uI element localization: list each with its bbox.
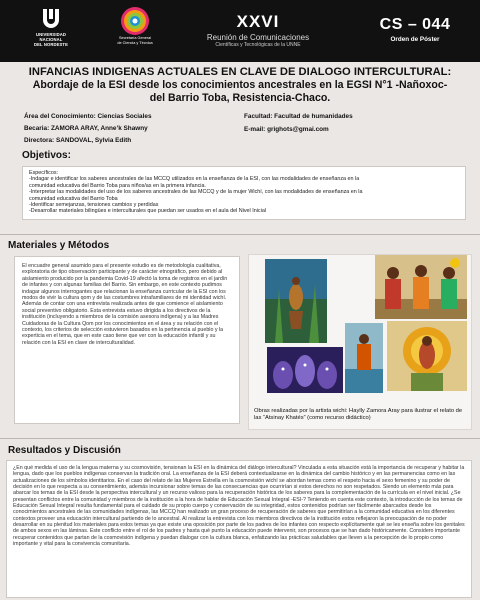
unne-emblem-icon [38, 6, 64, 32]
resultados-heading: Resultados y Discusión [8, 445, 121, 456]
objetivo-line: -Indagar e identificar los saberes ancestrales de las MCCQ utilizados en la enseñanza de la ESI, con las modalidades de enseñanza en la [29, 176, 360, 183]
section-divider [0, 438, 480, 439]
materiales-text: El encuadre general asumido para el presente estudio es de metodología cualitativa, exploratoria de tipo observación participante y de carácter etnográfico, pero debido al aislamiento producido por la pandemia Covid-19 afectó la toma de registros en el jardín de infantes y con algunas familias del Barrio. Sin embargo, en este contexto pudimos indagar algunos interrogantes que relacionan la enseñanza curricular de la ESI con los modos de vivir la cultura qom y de las costumbres intrafamiliares de mi identidad wichí. Además de contar con una entrevista realizada antes de que comience el aislamiento social preventivo obligatorio. Esta entrevista estuvo dirigida a los directivos de la institución (incluyendo a miembros de la comisión asesora indígena) y a las Madres Cuidadoras de la Cultura Qom por los conocimientos en el área y su relación con el contexto, los criterios de selección estuvieron basados en la pertinencia al pueblo y la experticia en el tema, que en este caso tiene que ver con la educación infantil y su relación con la ESI en clave de interculturalidad. [14, 256, 240, 424]
title-line2: Abordaje de la ESI desde los conocimientos ancestrales en la EGSI N°1 -Nañoxoc- [32, 79, 448, 91]
unne-name-line3: DEL NORDESTE [34, 42, 68, 47]
artwork-women-at-water [345, 323, 383, 393]
flower-logo-icon [120, 6, 150, 36]
materiales-heading: Materiales y Métodos [8, 240, 110, 251]
secretaria-line1: Secretaría General [118, 36, 152, 40]
artwork-gallery [248, 254, 472, 430]
objetivo-line: -Interpretar las modalidades del uso de los saberes ancestrales de las MCCQ y de la mujer Wichí, con las modalidades de enseñanza en la [29, 189, 363, 196]
becaria-field: Becaria: ZAMORA ARAY, Anne’k Shawny [24, 125, 148, 132]
email-field: E-mail: grighots@gmai.com [244, 126, 329, 133]
objetivos-heading: Objetivos: [22, 150, 71, 161]
meeting-title: Reunión de Comunicaciones [206, 33, 310, 42]
poster-code: CS – 044 [379, 16, 451, 33]
meeting-block [188, 12, 328, 48]
facultad-field: Facultad: Facultad de humanidades [244, 113, 353, 120]
objetivo-line: Específicos: [29, 170, 59, 176]
objetivo-line: -Desarrollar materiales bilingües e interculturales que puedan ser usados en el aula del Nivel Inicial [29, 208, 267, 215]
secretaria-logo [100, 6, 170, 45]
artwork-sun-figure [387, 321, 467, 391]
artwork-figure-in-plants [265, 259, 327, 343]
unne-name-line1: UNIVERSIDAD [36, 32, 66, 37]
poster-code-block [360, 16, 470, 43]
objetivo-line: comunidad educativa del Barrio Toba [29, 195, 118, 202]
title-line1: INFANCIAS INDIGENAS ACTUALES EN CLAVE DE DIALOGO INTERCULTURAL: [28, 66, 452, 78]
meeting-number: XXVI [236, 12, 280, 31]
objetivos-box [22, 166, 466, 220]
area-field: Área del Conocimiento: Ciencias Sociales [24, 113, 152, 120]
objetivo-line: -Identificar semejanzas, tensiones cambios y perdidas [29, 202, 159, 209]
unne-logo [24, 6, 78, 58]
poster-title [8, 66, 472, 104]
secretaria-line2: de Ciencia y Técnica [117, 40, 153, 45]
meeting-subtitle: Científicas y Tecnológicas de la UNNE [215, 42, 301, 48]
poster-header [0, 0, 480, 62]
poster-order-label: Orden de Póster [390, 36, 440, 43]
objetivo-line: comunidad educativa del Barrio Toba para niños/as en la primera infancia. [29, 182, 206, 189]
artwork-caption: Obras realizadas por la artista wichi: Haylly Zamora Aray para ilustrar el relato de las “Atsinay Khatés” (como recurso didáctico) [254, 408, 463, 421]
artwork-purple-creatures [267, 347, 343, 393]
artwork-women-group [375, 255, 467, 319]
section-divider [0, 234, 480, 235]
title-line3: del Barrio Toba, Resistencia-Chaco. [149, 91, 331, 104]
resultados-text: ¿En qué medida el uso de la lengua materna y su cosmovisión, tensionan la ESI en la dinámica del diálogo intercultural? Vinculada a esta situación está la importancia de recuperar y habitar la lengua, dado que los pueblos indígenas conservan la tradición oral. La enseñanza de la ESI deberá contextualizarse en la dinámica del cambio histórico y en las permanencias como en las actualizaciones de los símbolos identitarios. En el caso del relato de las Mujeres Estrella en la cosmovisión wichí se abordan temas como el respeto hacia el sexo femenino y su poder de decisión en lo que respecta a su consentimiento, además incursionar sobre temas de las consecuencias que ocurrirían si estos derechos no son respetados. Siendo un elemento más para abarcar los temas de la ESI desde la perspectiva intercultural y un recurso valioso para la recuperación histórica de los saberes para la complementación de la currícula en el nivel inicial. ¿Se presentan conflictos entre la comunidad y miembros de la institución a la hora de hablar de Educación Sexual Integral -ESI-? Teniendo en cuenta este contexto, la introducción de los temas de Educación Sexual Integral resulta fundamental para el cuidado de su propio cuerpo y conservación de su integridad, estos contenidos podrían ser fácilmente abarcados desde los conocimientos ancestrales de las comunidades indígenas, las MCCQ han realizado un gran proceso de recuperación de saberes que permitirían a la comunidad educativa en los diferentes contextos proveer una educación intercultural partiendo de lo ancestral. Al realizar la entrevista con los miembros directivos de la institución estos reflejaron la preocupación de no poder desarrollar en su plenitud los materiales para estos temas ya que existe una oposición por parte de los padres de los infantes con respecto explícitamente qué se les enseña sobre los genitales de ambos sexos en las láminas. Este conflicto entre el rol de los padres y hasta qué punto la educación puede intervenir, son procesos que se han dado históricamente. Considero importante recuperar contenidos que partan de la cosmovisión indígena y puedan dialogar con la cultura blanca, enfatizando las prácticas saludables que lleven a la percepción de lo propio como importante y vital para la convivencia comunitaria. [6, 460, 472, 598]
directora-field: Directora: SANDOVAL, Sylvia Edith [24, 137, 132, 144]
unne-name-line2: NACIONAL [39, 37, 63, 42]
